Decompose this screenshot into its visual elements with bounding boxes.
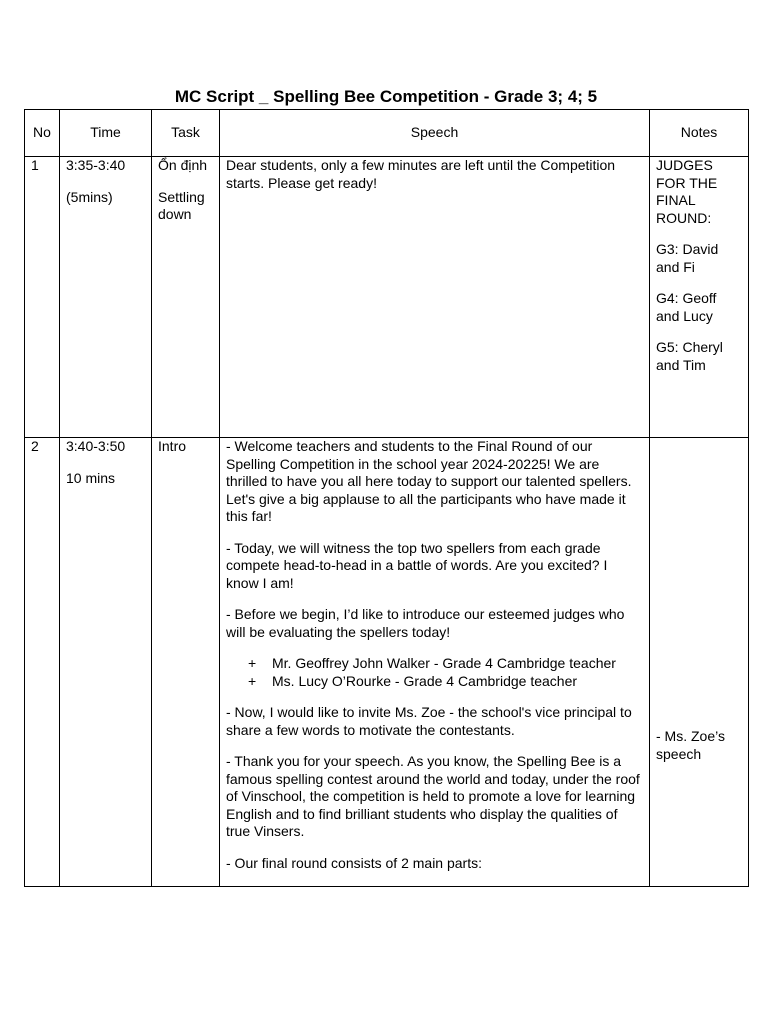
task-name: Intro: [158, 438, 187, 454]
document-title: MC Script _ Spelling Bee Competition - Grade 3; 4; 5: [174, 87, 598, 106]
task-name: Ổn định: [158, 157, 208, 173]
row-time: [60, 438, 152, 887]
column-header-notes: Notes: [650, 110, 749, 157]
table-header-row: [25, 110, 749, 157]
speech-paragraph: - Thank you for your speech. As you know, the Spelling Bee is a famous spelling contest around the world and today, under the roof of Vinschool, the competition is held to promote a love for learning English and to find brilliant students who display the qualities of true Vinsers.: [226, 753, 640, 839]
row-speech: [220, 438, 650, 887]
row-notes: [650, 438, 749, 887]
row-number: 2: [25, 438, 60, 887]
note-judges-g5: G5: Cheryl and Tim: [656, 339, 723, 373]
speech-paragraph: Dear students, only a few minutes are left until the Competition starts. Please get ready!: [226, 157, 616, 191]
speech-paragraph: - Before we begin, I’d like to introduce our esteemed judges who will be evaluating the spellers today!: [226, 606, 625, 640]
list-item: + Mr. Geoffrey John Walker - Grade 4 Cambridge teacher: [248, 655, 616, 671]
speech-paragraph: - Today, we will witness the top two spellers from each grade compete head-to-head in a battle of words. Are you excited? I know I am!: [226, 539, 608, 591]
row-task: [152, 157, 220, 438]
note-speech: - Ms. Zoe’s speech: [656, 728, 725, 762]
note-judges-g3: G3: David and Fi: [656, 241, 719, 275]
note-heading: JUDGES FOR THE FINAL ROUND:: [656, 157, 718, 226]
row-speech: [220, 157, 650, 438]
judges-list: [226, 655, 643, 690]
task-name-english: Settling down: [158, 188, 205, 222]
column-header-time: Time: [60, 110, 152, 157]
row-number: 1: [25, 157, 60, 438]
table-row: [25, 438, 749, 887]
column-header-speech: Speech: [220, 110, 650, 157]
column-header-task: Task: [152, 110, 220, 157]
note-judges-g4: G4: Geoff and Lucy: [656, 290, 717, 324]
column-header-no: No: [25, 110, 60, 157]
row-time: [60, 157, 152, 438]
time-duration: 10 mins: [66, 469, 116, 486]
mc-script-table: [24, 109, 749, 887]
row-task: [152, 438, 220, 887]
time-range: 3:40-3:50: [66, 438, 126, 454]
row-notes: [650, 157, 749, 438]
speech-paragraph: - Now, I would like to invite Ms. Zoe - the school's vice principal to share a few words to motivate the contestants.: [226, 704, 632, 738]
bullet-marker: +: [248, 655, 257, 671]
time-duration: (5mins): [66, 188, 113, 205]
time-range: 3:35-3:40: [66, 157, 126, 173]
speech-paragraph: - Welcome teachers and students to the Final Round of our Spelling Competition in the school year 2024-20225! We are thrilled to have you all here today to support our talented spellers. Let's give a big applause to all the participants who have made it this far!: [226, 438, 632, 524]
speech-paragraph: - Our final round consists of 2 main parts:: [226, 854, 482, 871]
list-item: + Ms. Lucy O’Rourke - Grade 4 Cambridge teacher: [248, 672, 578, 689]
bullet-marker: +: [248, 672, 257, 689]
table-row: [25, 157, 749, 438]
